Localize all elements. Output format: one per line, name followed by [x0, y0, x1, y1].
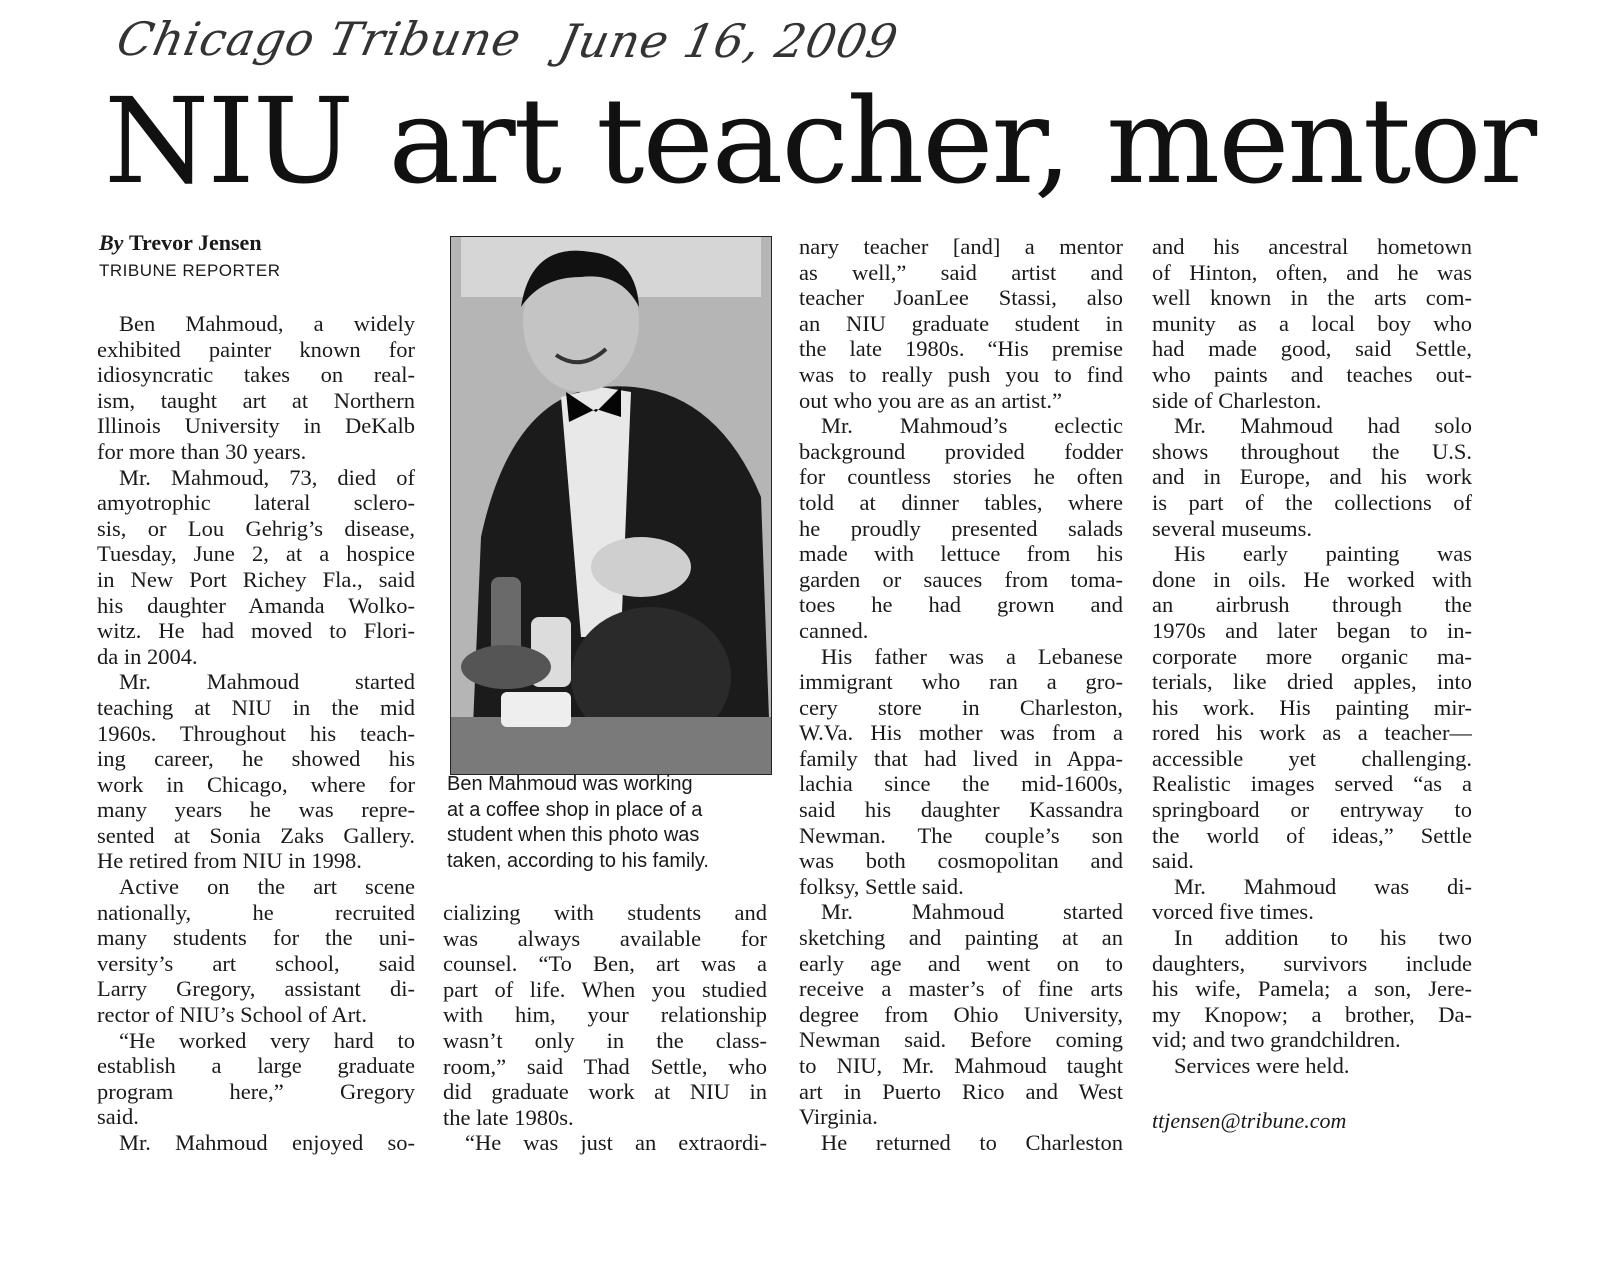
text-line: out who you are as an artist.”: [799, 387, 1063, 413]
text-line: ism, taught art at Northern: [97, 387, 415, 413]
text-line: done in oils. He worked with: [1152, 566, 1472, 592]
text-line: Illinois University in DeKalb: [97, 413, 415, 439]
text-line: wasn’t only in the class-: [443, 1027, 767, 1053]
text-line: cializing with students and: [443, 900, 767, 925]
text-line: an NIU graduate student in: [799, 310, 1123, 336]
text-line: the world of ideas,” Settle: [1152, 822, 1472, 848]
text-line: well known in the arts com-: [1152, 285, 1472, 311]
text-line: Mr. Mahmoud started: [821, 899, 1123, 925]
text-line: said.: [97, 1104, 139, 1130]
text-line: ing career, he showed his: [97, 746, 415, 772]
text-line: was both cosmopolitan and: [799, 848, 1123, 874]
text-line: Tuesday, June 2, at a hospice: [97, 541, 415, 567]
text-line: he proudly presented salads: [799, 515, 1123, 541]
text-line: vorced five times.: [1152, 899, 1314, 925]
handwritten-date: June 16, 2009: [554, 14, 904, 68]
text-line: rored his work as a teacher—: [1152, 720, 1472, 746]
byline: [99, 230, 262, 256]
text-line: He retired from NIU in 1998.: [97, 848, 362, 874]
text-line: rector of NIU’s School of Art.: [97, 1002, 367, 1028]
text-line: Virginia.: [799, 1104, 878, 1130]
text-line: da in 2004.: [97, 643, 198, 669]
text-line: canned.: [799, 617, 869, 643]
paragraph: [97, 874, 415, 1028]
text-line: munity as a local boy who: [1152, 310, 1472, 336]
text-line: Mr. Mahmoud was di-: [1174, 873, 1472, 899]
text-line: nationally, he recruited: [97, 899, 415, 925]
paragraph: [799, 899, 1123, 1129]
text-line: idiosyncratic takes on real-: [97, 362, 415, 388]
handwritten-publication: Chicago Tribune: [112, 12, 527, 66]
paragraph: [97, 465, 415, 670]
text-line: Mr. Mahmoud enjoyed so-: [119, 1130, 415, 1155]
text-line: versity’s art school, said: [97, 950, 415, 976]
text-line: his wife, Pamela; a son, Jere-: [1152, 976, 1472, 1002]
text-line: 1970s and later began to in-: [1152, 617, 1472, 643]
text-line: “He was just an extraordi-: [465, 1130, 767, 1156]
author-email: ttjensen@tribune.com: [1152, 1108, 1347, 1133]
text-line: the late 1980s.: [443, 1104, 574, 1130]
text-line: several museums.: [1152, 515, 1312, 541]
caption-line: taken, according to his family.: [447, 849, 709, 872]
paragraph: [799, 644, 1123, 900]
paragraph: [97, 669, 415, 874]
text-line: springboard or entryway to: [1152, 797, 1472, 823]
text-line: Mr. Mahmoud had solo: [1174, 413, 1472, 439]
text-line: Ben Mahmoud, a widely: [119, 311, 415, 336]
text-line: He returned to Charleston: [821, 1129, 1123, 1155]
article-column-3: [799, 234, 1123, 1155]
text-line: In addition to his two: [1174, 925, 1472, 951]
text-line: corporate more organic ma-: [1152, 643, 1472, 669]
text-line: shows throughout the U.S.: [1152, 438, 1472, 464]
text-line: garden or sauces from toma-: [799, 566, 1123, 592]
paragraph: [443, 900, 767, 1130]
text-line: with him, your relationship: [443, 1002, 767, 1028]
article-column-1: [97, 311, 415, 1156]
paragraph: [97, 1130, 415, 1156]
text-line: immigrant who ran a gro-: [799, 669, 1123, 695]
text-line: sis, or Lou Gehrig’s disease,: [97, 515, 415, 541]
paragraph: [97, 1028, 415, 1130]
text-line: background provided fodder: [799, 438, 1123, 464]
text-line: to NIU, Mr. Mahmoud taught: [799, 1053, 1123, 1078]
text-line: Larry Gregory, assistant di-: [97, 976, 415, 1002]
paragraph: [1152, 413, 1472, 541]
text-line: in New Port Richey Fla., said: [97, 566, 415, 592]
text-line: teaching at NIU in the mid: [97, 694, 415, 720]
text-line: room,” said Thad Settle, who: [443, 1053, 767, 1079]
headline: NIU art teacher, mentor: [104, 72, 1536, 210]
text-line: side of Charleston.: [1152, 387, 1322, 413]
text-line: Mr. Mahmoud started: [119, 669, 415, 695]
text-line: sketching and painting at an: [799, 925, 1123, 951]
text-line: early age and went on to: [799, 950, 1123, 976]
text-line: Mr. Mahmoud, 73, died of: [119, 464, 415, 490]
article-photo: [450, 236, 772, 775]
text-line: Active on the art scene: [119, 874, 415, 900]
text-line: His early painting was: [1174, 541, 1472, 567]
caption-line: at a coffee shop in place of a: [447, 798, 703, 821]
text-line: receive a master’s of fine arts: [799, 976, 1123, 1002]
text-line: as well,” said artist and: [799, 259, 1123, 285]
text-line: lachia since the mid-1600s,: [799, 771, 1123, 797]
byline-prefix: By: [99, 230, 124, 255]
text-line: art in Puerto Rico and West: [799, 1078, 1123, 1104]
article-column-4: [1152, 234, 1472, 1079]
text-line: folksy, Settle said.: [799, 873, 964, 899]
byline-role: TRIBUNE REPORTER: [99, 261, 281, 280]
paragraph: [799, 234, 1123, 413]
text-line: witz. He had moved to Flori-: [97, 618, 415, 644]
photo-caption: [447, 772, 769, 874]
paragraph: [1152, 874, 1472, 925]
byline-author: Trevor Jensen: [128, 230, 262, 255]
paragraph: [1152, 1053, 1472, 1079]
text-line: Newman. The couple’s son: [799, 822, 1123, 848]
text-line: the late 1980s. “His premise: [799, 336, 1123, 362]
text-line: of Hinton, often, and he was: [1152, 259, 1472, 285]
text-line: amyotrophic lateral sclero-: [97, 490, 415, 516]
text-line: and his ancestral hometown: [1152, 234, 1472, 259]
text-line: cery store in Charleston,: [799, 694, 1123, 720]
text-line: teacher JoanLee Stassi, also: [799, 285, 1123, 311]
text-line: many students for the uni-: [97, 925, 415, 951]
text-line: terials, like dried apples, into: [1152, 669, 1472, 695]
text-line: said.: [1152, 848, 1194, 874]
paragraph: [799, 1130, 1123, 1156]
text-line: and in Europe, and his work: [1152, 464, 1472, 490]
text-line: toes he had grown and: [799, 592, 1123, 618]
text-line: program here,” Gregory: [97, 1078, 415, 1104]
text-line: Realistic images served “as a: [1152, 771, 1472, 797]
paragraph: [1152, 541, 1472, 874]
text-line: Mr. Mahmoud’s eclectic: [821, 413, 1123, 439]
paragraph: [1152, 234, 1472, 413]
paragraph: [1152, 925, 1472, 1053]
text-line: family that had lived in Appa-: [799, 745, 1123, 771]
text-line: who paints and teaches out-: [1152, 361, 1472, 387]
text-line: for countless stories he often: [799, 464, 1123, 490]
text-line: was to really push you to find: [799, 361, 1123, 387]
text-line: vid; and two grandchildren.: [1152, 1027, 1401, 1053]
caption-line: student when this photo was: [447, 824, 700, 847]
text-line: establish a large graduate: [97, 1053, 415, 1079]
text-line: accessible yet challenging.: [1152, 745, 1472, 771]
text-line: did graduate work at NIU in: [443, 1079, 767, 1105]
text-line: my Knopow; a brother, Da-: [1152, 1001, 1472, 1027]
text-line: work in Chicago, where for: [97, 771, 415, 797]
text-line: 1960s. Throughout his teach-: [97, 720, 415, 746]
text-line: daughters, survivors include: [1152, 950, 1472, 976]
article-column-2: [443, 900, 767, 1156]
text-line: many years he was repre-: [97, 797, 415, 823]
text-line: an airbrush through the: [1152, 592, 1472, 618]
paragraph: [799, 413, 1123, 643]
photo-man-in-tuxedo: [451, 237, 771, 774]
caption-line: Ben Mahmoud was working: [447, 773, 693, 795]
text-line: W.Va. His mother was from a: [799, 720, 1123, 746]
text-line: sented at Sonia Zaks Gallery.: [97, 822, 415, 848]
text-line: His father was a Lebanese: [821, 643, 1123, 669]
text-line: told at dinner tables, where: [799, 489, 1123, 515]
text-line: said his daughter Kassandra: [799, 797, 1123, 823]
text-line: nary teacher [and] a mentor: [799, 234, 1123, 259]
paragraph: [443, 1130, 767, 1156]
text-line: Services were held.: [1174, 1053, 1350, 1078]
text-line: is part of the collections of: [1152, 489, 1472, 515]
text-line: his work. His painting mir-: [1152, 694, 1472, 720]
text-line: degree from Ohio University,: [799, 1001, 1123, 1027]
text-line: part of life. When you studied: [443, 976, 767, 1002]
text-line: exhibited painter known for: [97, 336, 415, 362]
text-line: counsel. “To Ben, art was a: [443, 951, 767, 977]
text-line: was always available for: [443, 925, 767, 951]
paragraph: [97, 311, 415, 465]
text-line: his daughter Amanda Wolko-: [97, 592, 415, 618]
text-line: “He worked very hard to: [119, 1027, 415, 1053]
text-line: for more than 30 years.: [97, 438, 307, 464]
text-line: made with lettuce from his: [799, 541, 1123, 567]
text-line: Newman said. Before coming: [799, 1027, 1123, 1053]
text-line: had made good, said Settle,: [1152, 336, 1472, 362]
